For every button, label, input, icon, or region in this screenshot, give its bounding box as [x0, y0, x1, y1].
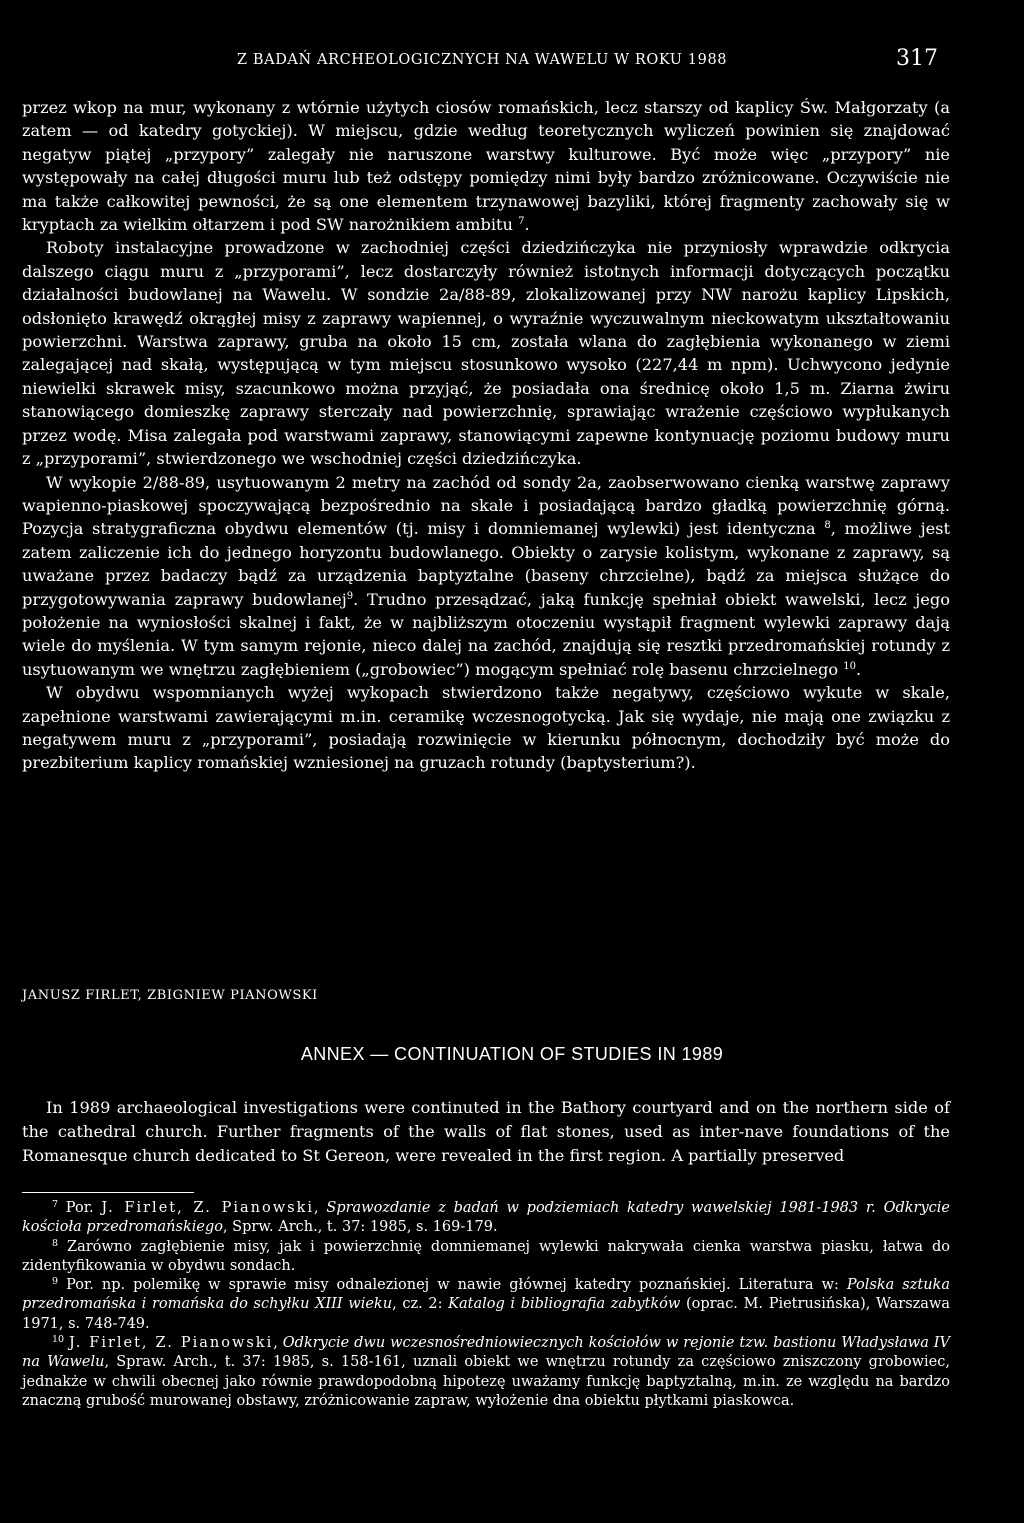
- footnote-9: [22, 1276, 950, 1334]
- annex-authors: JANUSZ FIRLET, ZBIGNIEW PIANOWSKI: [22, 988, 318, 1003]
- paragraph-1: [22, 96, 950, 236]
- footnote-8-text: Zarówno zagłębienie misy, jak i powierzchnię domniemanej wylewki nakrywała cienka warstwa piasku, łatwa do zidentyfikowania w obydwu sondach.: [22, 1238, 951, 1274]
- footnote-7-rest: , Sprw. Arch., t. 37: 1985, s. 169-179.: [222, 1219, 498, 1236]
- paragraph-1-text: przez wkop na mur, wykonany z wtórnie użytych ciosów romańskich, lecz starszy od kaplicy Św. Małgorzaty (a zatem — od katedry gotyckiej). W miejscu, gdzie według teoretycznych wyliczeń powinien się znajdować negatyw piątej „przypory” zalegały nie naruszone warstwy kulturowe. Być może więc „przypory” nie występowały na całej długości muru lub też odstępy pomiędzy nimi były bardzo zróżnicowane. Oczywiście nie ma także całkowitej pewności, że są one elementem trzynawowej bazyliki, której fragmenty zachowały się w kryptach za wielkim ołtarzem i pod SW narożnikiem ambitu: [22, 98, 950, 235]
- footnotes: [22, 1199, 950, 1411]
- footnote-ref-9: 9: [346, 590, 354, 602]
- main-text: [22, 96, 950, 775]
- footnote-10-rest: , Spraw. Arch., t. 37: 1985, s. 158-161, uznali obiekt we wnętrzu rotundy za częściowo zniszczony grobowiec, jednakże w chwili obecnej jako równie prawdopodobną hipotezę uważamy funkcję baptyztalną, m.in. ze względu na bardzo znaczną grubość murowanej obstawy, zróżnicowanie zapraw, wyłożenie dna obiektu płytkami piaskowca.: [22, 1354, 950, 1409]
- footnote-9-middle: , cz. 2:: [392, 1296, 449, 1313]
- paragraph-3: [22, 471, 950, 682]
- footnote-7-separator: ,: [314, 1200, 327, 1216]
- running-header: [0, 46, 1024, 76]
- paragraph-3-text-c: . Trudno przesądzać, jaką funkcję spełniał obiekt wawelski, lecz jego położenie na wyniosłości skalnej i fakt, że w najbliższym otoczeniu wystąpił fragment wylewki zaprawy dają wiele do myślenia. W tym samym rejonie, nieco dalej na zachód, znajdują się resztki przedromańskiej rotundy z usytuowanym we wnętrzu zagłębieniem („grobowiec”) mogącym spełniać rolę basenu chrzcielnego: [22, 589, 950, 679]
- footnote-7-prefix: Por.: [65, 1200, 102, 1216]
- footnote-9-rest: (oprac. M. Pietrusińska), Warszawa 1971, s. 748-749.: [22, 1296, 950, 1332]
- footnote-7-work: Sprawozdanie z badań w podziemiach katedry wawelskiej 1981-1983 r. Odkrycie kościoła przedromańskiego: [22, 1200, 950, 1236]
- annex-title: ANNEX — CONTINUATION OF STUDIES IN 1989: [300, 1044, 724, 1064]
- footnote-10-separator: ,: [273, 1335, 283, 1352]
- footnote-10-work: Odkrycie dwu wczesnośredniowiecznych kościołów w rejonie tzw. bastionu Władysława IV na Wawelu: [22, 1335, 950, 1371]
- footnote-7-author: J. Firlet, Z. Pianowski: [101, 1200, 315, 1216]
- footnote-ref-10: 10: [843, 660, 856, 672]
- footnote-9-work-2: Katalog i bibliografia zabytków: [448, 1296, 681, 1313]
- footnote-divider: [22, 1192, 194, 1193]
- footnote-8: [22, 1238, 950, 1277]
- footnote-10: [22, 1334, 950, 1411]
- footnote-10-author: J. Firlet, Z. Pianowski: [69, 1335, 274, 1352]
- footnote-7-number: 7: [52, 1199, 59, 1210]
- footnote-7: [22, 1199, 950, 1238]
- paragraph-2: Roboty instalacyjne prowadzone w zachodniej części dziedzińczyka nie przyniosły wprawdzie odkrycia dalszego ciągu muru z „przyporami”, lecz dostarczyły również istotnych informacji dotyczących początku działalności budowlanej na Wawelu. W sondzie 2a/88-89, zlokalizowanej przy NW narożu kaplicy Lipskich, odsłonięto krawędź okrągłej misy z zaprawy wapiennej, o wyraźnie wyczuwalnym nieckowatym ukształtowaniu powierzchni. Warstwa zaprawy, gruba na około 15 cm, została wlana do zagłębienia wykonanego w ziemi zalegającej nad skałą, występującą w tym miejscu stosunkowo wysoko (227,44 m npm). Uchwycono jedynie niewielki skrawek misy, szacunkowo można przyjąć, że posiadała ona średnicę około 1,5 m. Ziarna żwiru stanowiącego domieszkę zaprawy sterczały nad powierzchnię, sprawiając wrażenie częściowo wypłukanych przez wodę. Misa zalegała pod warstwami zaprawy, stanowiącymi zapewne kontynuację poziomu budowy muru z „przyporami”, stwierdzonego we wschodniej części dziedzińczyka.: [22, 238, 950, 469]
- paragraph-3-text-b: , możliwe jest zatem zaliczenie ich do jednego horyzontu budowlanego. Obiekty o zarysie kolistym, wykonane z zaprawy, są uważane przez badaczy bądź za urządzenia baptyztalne (baseny chrzcielne), bądź za miejsca służące do przygotowywania zaprawy budowlanej: [22, 519, 950, 609]
- paragraph-4: W obydwu wspomnianych wyżej wykopach stwierdzono także negatywy, częściowo wykute w skale, zapełnione warstwami zawierającymi m.in. ceramikę wczesnogotycką. Jak się wydaje, nie mają one związku z negatywem muru z „przyporami”, posiadają rozwinięcie w kierunku północnym, dochodziły być może do prezbiterium kaplicy romańskiej wzniesionej na gruzach rotundy (baptysterium?).: [22, 683, 950, 773]
- footnote-9-prefix: Por. np. polemikę w sprawie misy odnalezionej w nawie głównej katedry poznańskiej. Literatura w:: [66, 1277, 847, 1294]
- footnote-9-number: 9: [52, 1276, 59, 1288]
- paragraph-3-end: .: [855, 659, 862, 679]
- footnote-10-number: 10: [52, 1334, 65, 1346]
- footnote-ref-7: 7: [518, 216, 525, 228]
- annex-body: [22, 1096, 950, 1168]
- footnote-ref-8: 8: [824, 520, 831, 532]
- page-number: 317: [896, 46, 938, 71]
- footnote-8-number: 8: [52, 1237, 59, 1249]
- paragraph-3-text-a: W wykopie 2/88-89, usytuowanym 2 metry na zachód od sondy 2a, zaobserwowano cienką warstwę zaprawy wapienno-piaskowej spoczywającą bezpośrednio na skale i posiadającą bardzo gładką powierzchnię górną. Pozycja stratygraficzna obydwu elementów (tj. misy i domniemanej wylewki) jest identyczna: [22, 472, 950, 539]
- running-title: Z BADAŃ ARCHEOLOGICZNYCH NA WAWELU W ROKU 1988: [237, 52, 728, 68]
- paragraph-1-end: .: [524, 215, 530, 235]
- footnote-9-work-1: Polska sztuka przedromańska i romańska do schyłku XIII wieku: [22, 1277, 950, 1313]
- annex-paragraph: In 1989 archaeological investigations were continuted in the Bathory courtyard and on the northern side of the cathedral church. Further fragments of the walls of flat stones, used as inter-nave foundations of the Romanesque church dedicated to St Gereon, were revealed in the first region. A partially preserved: [22, 1098, 950, 1165]
